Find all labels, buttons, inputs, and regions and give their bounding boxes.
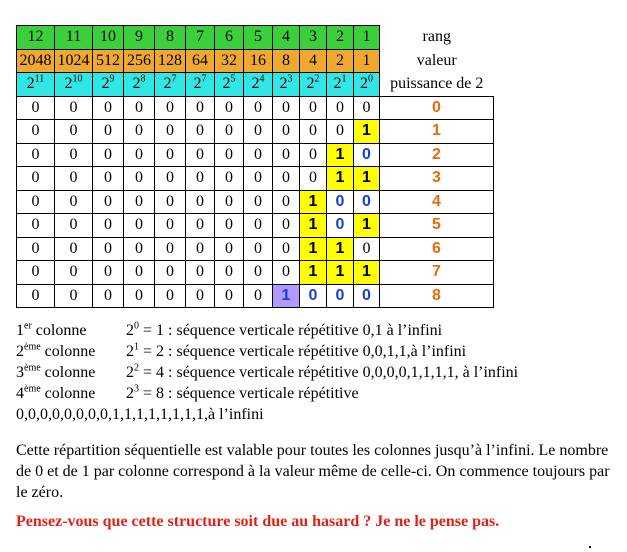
bit-cell: 0 — [93, 96, 124, 120]
bit-cell: 1 — [354, 261, 380, 285]
result-cell: 6 — [380, 237, 494, 261]
power-exponent: 4 — [259, 73, 265, 85]
bit-cell: 0 — [215, 167, 244, 191]
rank-cell: 11 — [55, 26, 93, 50]
bit-cell: 0 — [124, 284, 155, 308]
bit-cell: 0 — [215, 261, 244, 285]
bit-cell: 0 — [186, 261, 215, 285]
bit-cell: 0 — [244, 237, 273, 261]
bit-cell: 0 — [17, 237, 55, 261]
column-4-line: 4ème colonne $2^3 = 8$ : séquence verticale répétitive — [16, 383, 359, 402]
power-exponent: 9 — [109, 73, 115, 85]
bit-cell: 0 — [244, 190, 273, 214]
bit-cell: 1 — [300, 190, 327, 214]
bit-cell: 1 — [327, 143, 354, 167]
power-cell — [327, 73, 354, 97]
power-base: 2 — [101, 75, 110, 93]
bit-cell: 0 — [215, 96, 244, 120]
power-base: 2 — [163, 75, 172, 93]
table-row — [17, 167, 494, 191]
bit-cell: 0 — [55, 237, 93, 261]
bit-cell: 0 — [55, 96, 93, 120]
bit-cell: 0 — [300, 96, 327, 120]
bit-cell: 1 — [327, 167, 354, 191]
power-base: 2 — [64, 75, 73, 93]
bit-cell: 0 — [300, 120, 327, 144]
bit-cell: 0 — [155, 261, 186, 285]
bit-cell: 0 — [186, 190, 215, 214]
bit-cell: 0 — [354, 96, 380, 120]
power-exponent: 10 — [72, 73, 83, 85]
bit-cell: 0 — [273, 237, 300, 261]
power-cell — [215, 73, 244, 97]
bit-cell: 1 — [300, 214, 327, 238]
result-cell: 4 — [380, 190, 494, 214]
rank-row — [17, 26, 494, 50]
bit-cell: 1 — [327, 237, 354, 261]
power-label: puissance de 2 — [380, 73, 494, 97]
power-exponent: 2 — [314, 73, 320, 85]
result-cell: 3 — [380, 167, 494, 191]
bit-cell: 0 — [17, 214, 55, 238]
bit-cell: 0 — [244, 120, 273, 144]
conclusion-text: Pensez-vous que cette structure soit due au hasard ? Je ne le pense pas. — [16, 513, 500, 530]
value-label: valeur — [380, 49, 494, 73]
value-cell: 16 — [244, 49, 273, 73]
bit-cell: 0 — [17, 120, 55, 144]
binary-table — [16, 25, 494, 308]
bit-cell: 0 — [215, 214, 244, 238]
result-cell: 5 — [380, 214, 494, 238]
bit-cell: 0 — [55, 143, 93, 167]
bit-cell: 0 — [244, 96, 273, 120]
bit-cell: 0 — [93, 167, 124, 191]
bit-cell: 0 — [327, 284, 354, 308]
bit-cell: 1 — [354, 167, 380, 191]
rank-cell: 10 — [93, 26, 124, 50]
power-exponent: 7 — [171, 73, 177, 85]
bit-cell: 0 — [186, 143, 215, 167]
power-cell — [300, 73, 327, 97]
power-cell — [244, 73, 273, 97]
value-cell: 1 — [354, 49, 380, 73]
bit-cell: 0 — [327, 120, 354, 144]
column-4-continuation: 0,0,0,0,0,0,0,0,1,1,1,1,1,1,1,1,à l’infini — [16, 406, 264, 423]
power-exponent: 7 — [201, 73, 207, 85]
table-row — [17, 214, 494, 238]
value-cell: 64 — [186, 49, 215, 73]
result-cell: 8 — [380, 284, 494, 308]
bit-cell: 0 — [124, 190, 155, 214]
bit-cell: 0 — [93, 120, 124, 144]
bit-cell: 0 — [55, 214, 93, 238]
bit-cell: 0 — [244, 143, 273, 167]
bit-cell: 0 — [55, 190, 93, 214]
power-base: 2 — [132, 75, 141, 93]
column-1-line: 1er colonne $2^0 = 1$ : séquence verticale répétitive 0,1 à l’infini — [16, 320, 443, 339]
bit-cell: 0 — [273, 261, 300, 285]
bit-cell: 0 — [124, 214, 155, 238]
power-base: 2 — [251, 75, 260, 93]
bit-cell: 1 — [327, 261, 354, 285]
rank-cell: 9 — [124, 26, 155, 50]
result-cell: 1 — [380, 120, 494, 144]
bit-cell: 0 — [124, 143, 155, 167]
bit-cell: 0 — [244, 167, 273, 191]
bit-cell: 0 — [93, 237, 124, 261]
value-cell: 8 — [273, 49, 300, 73]
value-cell: 32 — [215, 49, 244, 73]
rank-cell: 8 — [155, 26, 186, 50]
power-exponent: 0 — [368, 73, 373, 85]
bit-cell: 0 — [327, 190, 354, 214]
bit-cell: 0 — [93, 190, 124, 214]
bit-cell: 0 — [93, 143, 124, 167]
rank-cell: 6 — [215, 26, 244, 50]
rank-label: rang — [380, 26, 494, 50]
value-cell: 512 — [93, 49, 124, 73]
bit-cell: 0 — [93, 284, 124, 308]
bit-cell: 0 — [327, 214, 354, 238]
bit-cell: 0 — [155, 120, 186, 144]
bit-cell: 0 — [300, 167, 327, 191]
bit-cell: 0 — [273, 167, 300, 191]
bit-cell: 0 — [17, 143, 55, 167]
bit-cell: 0 — [186, 96, 215, 120]
bit-cell: 0 — [17, 167, 55, 191]
power-base: 2 — [26, 75, 35, 93]
bit-cell: 0 — [124, 120, 155, 144]
bit-cell: 0 — [55, 284, 93, 308]
bit-cell: 0 — [273, 96, 300, 120]
power-exponent: 8 — [140, 73, 146, 85]
table-row — [17, 237, 494, 261]
power-cell — [155, 73, 186, 97]
power-base: 2 — [222, 75, 231, 93]
bit-cell: 0 — [354, 143, 380, 167]
bit-cell: 0 — [327, 96, 354, 120]
bit-cell: 0 — [300, 284, 327, 308]
bit-cell: 0 — [354, 190, 380, 214]
bit-cell: 1 — [300, 237, 327, 261]
bit-cell: 0 — [124, 237, 155, 261]
value-cell: 4 — [300, 49, 327, 73]
result-cell: 2 — [380, 143, 494, 167]
bit-cell: 0 — [55, 120, 93, 144]
power-cell — [55, 73, 93, 97]
decorative-dot — [589, 546, 591, 548]
bit-cell: 0 — [215, 143, 244, 167]
bit-cell: 1 — [273, 284, 300, 308]
bit-cell: 0 — [155, 190, 186, 214]
result-cell: 0 — [380, 96, 494, 120]
power-cell — [354, 73, 380, 97]
power-cell — [124, 73, 155, 97]
power-base: 2 — [279, 75, 288, 93]
power-cell — [93, 73, 124, 97]
bit-cell: 0 — [17, 284, 55, 308]
bit-cell: 0 — [215, 284, 244, 308]
power-exponent: 1 — [341, 73, 347, 85]
bit-cell: 0 — [55, 261, 93, 285]
table-row — [17, 120, 494, 144]
value-cell: 1024 — [55, 49, 93, 73]
value-cell: 2048 — [17, 49, 55, 73]
bit-cell: 0 — [155, 96, 186, 120]
bit-cell: 0 — [186, 284, 215, 308]
bit-cell: 0 — [93, 261, 124, 285]
value-cell: 128 — [155, 49, 186, 73]
rank-cell: 3 — [300, 26, 327, 50]
bit-cell: 0 — [354, 284, 380, 308]
bit-cell: 0 — [354, 237, 380, 261]
bit-cell: 0 — [244, 284, 273, 308]
value-cell: 2 — [327, 49, 354, 73]
power-cell — [186, 73, 215, 97]
bit-cell: 0 — [124, 96, 155, 120]
power-base: 2 — [306, 75, 315, 93]
bit-cell: 0 — [215, 190, 244, 214]
rank-cell: 5 — [244, 26, 273, 50]
bit-cell: 0 — [186, 214, 215, 238]
bit-cell: 0 — [244, 214, 273, 238]
bit-cell: 0 — [155, 167, 186, 191]
bit-cell: 1 — [354, 214, 380, 238]
power-base: 2 — [360, 75, 368, 93]
power-exponent: 3 — [287, 73, 293, 85]
bit-cell: 0 — [124, 167, 155, 191]
column-3-line: 3ème colonne $2^2 = 4$ : séquence verticale répétitive 0,0,0,0,1,1,1,1, à l’infini — [16, 362, 519, 381]
bit-cell: 0 — [215, 120, 244, 144]
bit-cell: 0 — [244, 261, 273, 285]
value-cell: 256 — [124, 49, 155, 73]
bit-cell: 0 — [93, 214, 124, 238]
bit-cell: 0 — [17, 190, 55, 214]
rank-cell: 12 — [17, 26, 55, 50]
table-row — [17, 96, 494, 120]
bit-cell: 1 — [354, 120, 380, 144]
bit-cell: 0 — [186, 167, 215, 191]
power-cell — [273, 73, 300, 97]
rank-cell: 1 — [354, 26, 380, 50]
power-exponent: 5 — [230, 73, 236, 85]
table-row — [17, 190, 494, 214]
explanation-paragraph: Cette répartition séquentielle est valable pour toutes les colonnes jusqu’à l’infini. Le nombre de 0 et de 1 par colonne correspond à la valeur même de celle-ci. On commence toujours par le zéro. — [16, 442, 610, 501]
power-exponent: 11 — [34, 73, 45, 85]
bit-cell: 0 — [300, 143, 327, 167]
bit-cell: 0 — [155, 284, 186, 308]
table-row — [17, 284, 494, 308]
bit-cell: 0 — [186, 120, 215, 144]
bit-cell: 0 — [17, 96, 55, 120]
result-cell: 7 — [380, 261, 494, 285]
bit-cell: 0 — [273, 214, 300, 238]
table-row — [17, 261, 494, 285]
bit-cell: 0 — [124, 261, 155, 285]
bit-cell: 0 — [55, 167, 93, 191]
bit-cell: 0 — [17, 261, 55, 285]
bit-cell: 0 — [215, 237, 244, 261]
bit-cell: 0 — [186, 237, 215, 261]
bit-cell: 0 — [155, 237, 186, 261]
rank-cell: 7 — [186, 26, 215, 50]
bit-cell: 0 — [273, 120, 300, 144]
power-base: 2 — [333, 75, 342, 93]
power-base: 2 — [193, 75, 202, 93]
power-cell — [17, 73, 55, 97]
bit-cell: 0 — [273, 143, 300, 167]
value-row — [17, 49, 494, 73]
bit-cell: 0 — [155, 143, 186, 167]
rank-cell: 2 — [327, 26, 354, 50]
table-row — [17, 143, 494, 167]
rank-cell: 4 — [273, 26, 300, 50]
bit-cell: 0 — [273, 190, 300, 214]
column-2-line: 2ème colonne $2^1 = 2$ : séquence verticale répétitive 0,0,1,1,à l’infini — [16, 341, 467, 360]
power-row — [17, 73, 494, 97]
bit-cell: 1 — [300, 261, 327, 285]
bit-cell: 0 — [155, 214, 186, 238]
